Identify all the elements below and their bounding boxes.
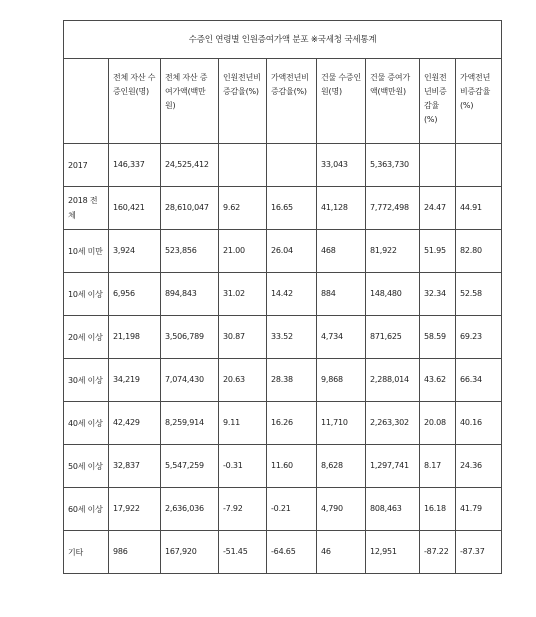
header-cell: 건물 증여가액(백만원): [366, 59, 420, 144]
header-row: [64, 59, 502, 144]
header-cell: 전체 자산 증여가액(백만원): [161, 59, 219, 144]
table-cell: 17,922: [109, 488, 161, 531]
table-cell: 28.38: [267, 359, 317, 402]
table-cell: 58.59: [420, 316, 456, 359]
row-label: 60세 이상: [64, 488, 109, 531]
table-cell: 43.62: [420, 359, 456, 402]
row-label: 50세 이상: [64, 445, 109, 488]
table-row: [64, 144, 502, 187]
table-cell: 9,868: [317, 359, 366, 402]
table-cell: -0.21: [267, 488, 317, 531]
table-cell: 9.11: [219, 402, 267, 445]
header-cell: 가액전년비증감율(%): [267, 59, 317, 144]
row-label: 30세 이상: [64, 359, 109, 402]
table-cell: 30.87: [219, 316, 267, 359]
table-cell: 986: [109, 531, 161, 574]
table-cell: [456, 144, 502, 187]
table-cell: 40.16: [456, 402, 502, 445]
table-cell: -7.92: [219, 488, 267, 531]
table-cell: -51.45: [219, 531, 267, 574]
table-cell: 3,924: [109, 230, 161, 273]
table-cell: 12,951: [366, 531, 420, 574]
table-cell: -87.37: [456, 531, 502, 574]
table-cell: -0.31: [219, 445, 267, 488]
title-row: [64, 21, 502, 59]
row-label: 10세 미만: [64, 230, 109, 273]
table-cell: 33,043: [317, 144, 366, 187]
header-cell: 전체 자산 수증인원(명): [109, 59, 161, 144]
header-cell: 인원전년비증감율(%): [219, 59, 267, 144]
table-cell: [219, 144, 267, 187]
table-cell: 808,463: [366, 488, 420, 531]
table-cell: 167,920: [161, 531, 219, 574]
table-row: [64, 402, 502, 445]
table-cell: 16.26: [267, 402, 317, 445]
table-row: [64, 316, 502, 359]
table-row: [64, 273, 502, 316]
table-cell: 871,625: [366, 316, 420, 359]
table-cell: 24.36: [456, 445, 502, 488]
table-cell: 7,772,498: [366, 187, 420, 230]
table-cell: 31.02: [219, 273, 267, 316]
table-cell: 51.95: [420, 230, 456, 273]
table-cell: 8,259,914: [161, 402, 219, 445]
table-row: [64, 445, 502, 488]
table-row: [64, 230, 502, 273]
table-row: [64, 531, 502, 574]
row-label: 기타: [64, 531, 109, 574]
table-cell: 28,610,047: [161, 187, 219, 230]
table-cell: 33.52: [267, 316, 317, 359]
table-cell: 32,837: [109, 445, 161, 488]
table-cell: -87.22: [420, 531, 456, 574]
table-cell: 20.08: [420, 402, 456, 445]
table-cell: 468: [317, 230, 366, 273]
table-cell: 14.42: [267, 273, 317, 316]
row-label: 10세 이상: [64, 273, 109, 316]
table-cell: 884: [317, 273, 366, 316]
table-cell: 21,198: [109, 316, 161, 359]
table-row: [64, 488, 502, 531]
table-cell: -64.65: [267, 531, 317, 574]
table-cell: 46: [317, 531, 366, 574]
table-cell: 16.65: [267, 187, 317, 230]
table-title: 수증인 연령별 인원증여가액 분포 ※국세청 국세통계: [64, 21, 502, 59]
table-cell: 42,429: [109, 402, 161, 445]
table-cell: [420, 144, 456, 187]
table-cell: 82.80: [456, 230, 502, 273]
table-cell: 2,636,036: [161, 488, 219, 531]
table-cell: 523,856: [161, 230, 219, 273]
table-cell: 146,337: [109, 144, 161, 187]
table-cell: 1,297,741: [366, 445, 420, 488]
row-label: 40세 이상: [64, 402, 109, 445]
table-cell: 52.58: [456, 273, 502, 316]
table-cell: 24,525,412: [161, 144, 219, 187]
table-cell: 26.04: [267, 230, 317, 273]
row-label: 2017: [64, 144, 109, 187]
table-cell: 8.17: [420, 445, 456, 488]
table-cell: 34,219: [109, 359, 161, 402]
table-cell: 7,074,430: [161, 359, 219, 402]
table-cell: 2,263,302: [366, 402, 420, 445]
table-cell: [267, 144, 317, 187]
table-cell: 24.47: [420, 187, 456, 230]
table-cell: 5,547,259: [161, 445, 219, 488]
table-cell: 11,710: [317, 402, 366, 445]
table-cell: 41,128: [317, 187, 366, 230]
donation-statistics-table: [63, 20, 502, 574]
table-cell: 21.00: [219, 230, 267, 273]
table-cell: 160,421: [109, 187, 161, 230]
table-cell: 4,790: [317, 488, 366, 531]
table-cell: 41.79: [456, 488, 502, 531]
table-cell: 8,628: [317, 445, 366, 488]
table-cell: 2,288,014: [366, 359, 420, 402]
table-cell: 16.18: [420, 488, 456, 531]
table-cell: 9.62: [219, 187, 267, 230]
table-row: [64, 359, 502, 402]
header-cell: 가액전년비증감율(%): [456, 59, 502, 144]
table-cell: 894,843: [161, 273, 219, 316]
table-cell: 20.63: [219, 359, 267, 402]
table-cell: 6,956: [109, 273, 161, 316]
header-cell: 건물 수증인원(명): [317, 59, 366, 144]
table-row: [64, 187, 502, 230]
table-cell: 11.60: [267, 445, 317, 488]
header-cell: [64, 59, 109, 144]
table-cell: 44.91: [456, 187, 502, 230]
table-cell: 148,480: [366, 273, 420, 316]
header-cell: 인원전년비증감율(%): [420, 59, 456, 144]
table-cell: 3,506,789: [161, 316, 219, 359]
table-cell: 4,734: [317, 316, 366, 359]
row-label: 20세 이상: [64, 316, 109, 359]
row-label: 2018 전체: [64, 187, 109, 230]
table-cell: 5,363,730: [366, 144, 420, 187]
table-cell: 69.23: [456, 316, 502, 359]
table-cell: 32.34: [420, 273, 456, 316]
table-cell: 81,922: [366, 230, 420, 273]
table-cell: 66.34: [456, 359, 502, 402]
